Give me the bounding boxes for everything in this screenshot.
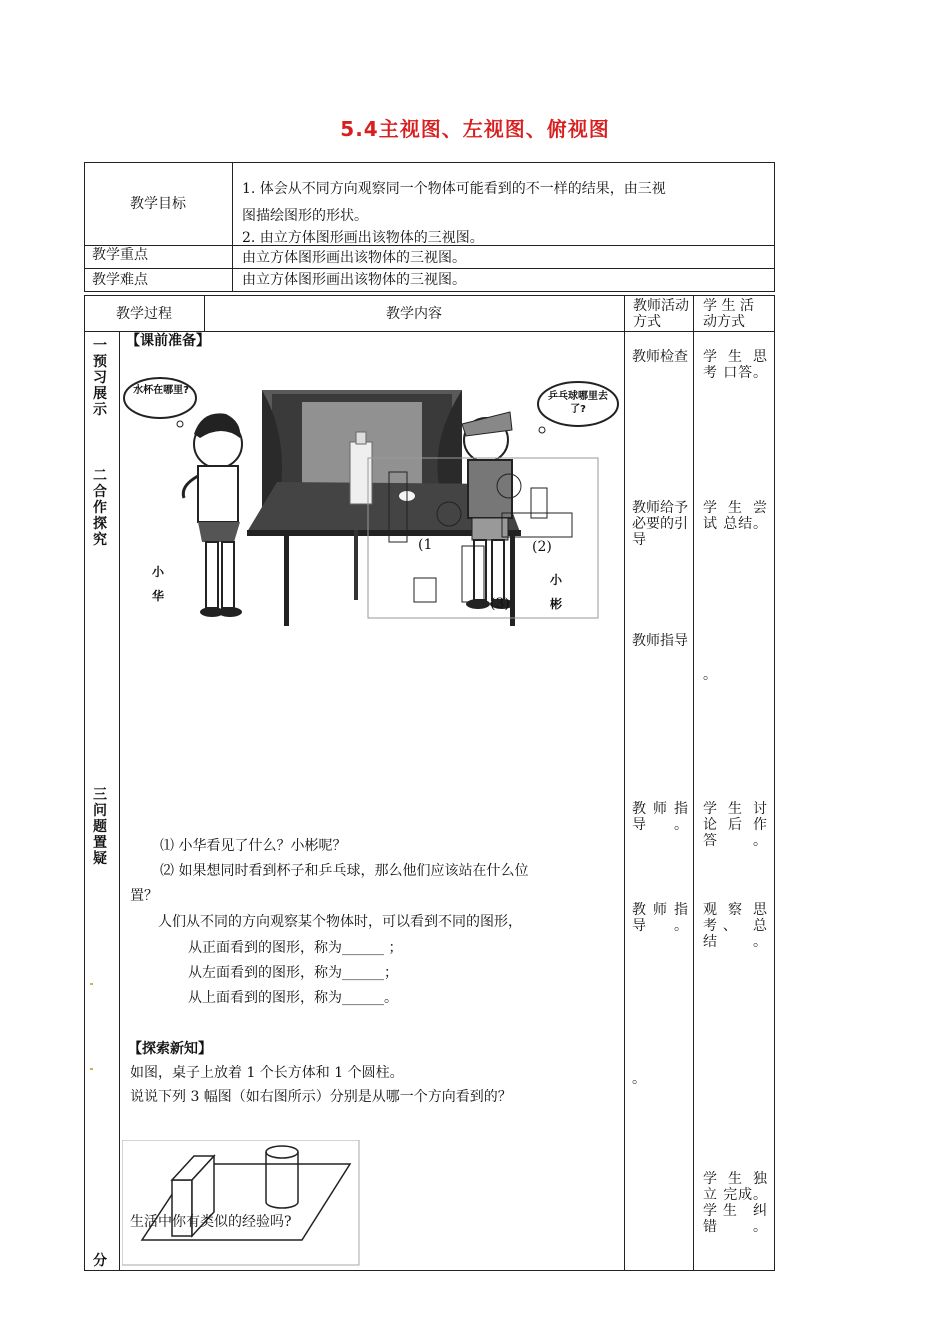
student-note-4: 学 生 讨论 后 作答。 — [703, 801, 767, 849]
key-label: 教学重点 — [92, 247, 148, 263]
goal-line-1b: 图描绘图形的形状。 — [242, 208, 368, 224]
key-text: 由立方体图形画出该物体的三视图。 — [242, 250, 466, 266]
student-note-2: 学 生 尝试 总结。 — [703, 500, 767, 532]
header-student: 学 生 活动方式 — [703, 298, 754, 330]
explore-1: 如图，桌子上放着 1 个长方体和 1 个圆柱。 — [130, 1065, 404, 1081]
solids-figure — [122, 1140, 360, 1266]
header-teacher: 教师活动方式 — [633, 298, 689, 330]
para-front: 从正面看到的图形，称为______ ； — [188, 940, 403, 956]
para-1: 人们从不同的方向观察某个物体时，可以看到不同的图形， — [158, 914, 522, 930]
teacher-note-4: 教师指导。 — [632, 801, 688, 833]
hard-label: 教学难点 — [92, 272, 148, 288]
name-right: 小彬 — [550, 573, 563, 611]
question-1: ⑴ 小华看见了什么？小彬呢？ — [160, 838, 347, 854]
stage-cooperate: 二合作探究 — [93, 468, 107, 548]
para-top: 从上面看到的图形，称为______。 — [188, 990, 398, 1006]
para-left: 从左面看到的图形，称为______； — [188, 965, 398, 981]
stage-question: 三问题置疑 — [93, 787, 107, 867]
explore-2: 说说下列 3 幅图（如右图所示）分别是从哪一个方向看到的？ — [130, 1089, 512, 1105]
goal-label: 教学目标 — [130, 196, 186, 212]
student-note-6: 学 生 独立 完成。 学生 纠错。 — [703, 1171, 767, 1235]
question-2: ⑵ 如果想同时看到杯子和乒乓球，那么他们应该站在什么位 — [160, 863, 529, 879]
view-label-1: (1 — [418, 537, 433, 553]
question-2b: 置？ — [130, 888, 158, 904]
header-content: 教学内容 — [386, 306, 442, 322]
section-prep: 【课前准备】 — [126, 333, 210, 349]
header-process: 教学过程 — [116, 306, 172, 322]
view-label-3: (3) — [490, 596, 510, 612]
scene-illustration — [122, 372, 622, 628]
student-note-5: 观 察 思考、 总结。 — [703, 902, 767, 950]
hard-text: 由立方体图形画出该物体的三视图。 — [242, 272, 466, 288]
teacher-note-3: 教师指导 — [632, 633, 688, 649]
teacher-note-6: 。 — [632, 1071, 646, 1087]
student-note-3: 。 — [703, 667, 717, 683]
name-left: 小华 — [152, 565, 165, 603]
teacher-note-5: 教师指导。 — [632, 902, 688, 934]
section-explore: 【探索新知】 — [128, 1041, 212, 1057]
teacher-note-2: 教师给予必要的引导 — [632, 500, 688, 548]
goal-line-1: 1. 体会从不同方向观察同一个物体可能看到的不一样的结果，由三视 — [242, 181, 666, 197]
view-label-2: (2) — [532, 539, 552, 555]
student-note-1: 学 生 思考 口答。 — [703, 349, 767, 381]
teacher-note-1: 教师检查 — [632, 349, 688, 365]
bubble-right-text: 乒乓球哪里去了? — [548, 391, 608, 415]
explore-3: 生活中你有类似的经验吗? — [130, 1214, 292, 1230]
stage-summary: 分 — [93, 1253, 107, 1269]
page-title: 5.4主视图、左视图、俯视图 — [340, 117, 610, 141]
goal-line-2: 2. 由立方体图形画出该物体的三视图。 — [242, 230, 484, 246]
stage-preview: 一预习展示 — [93, 338, 107, 418]
bubble-left-text: 水杯在哪里? — [133, 385, 189, 396]
